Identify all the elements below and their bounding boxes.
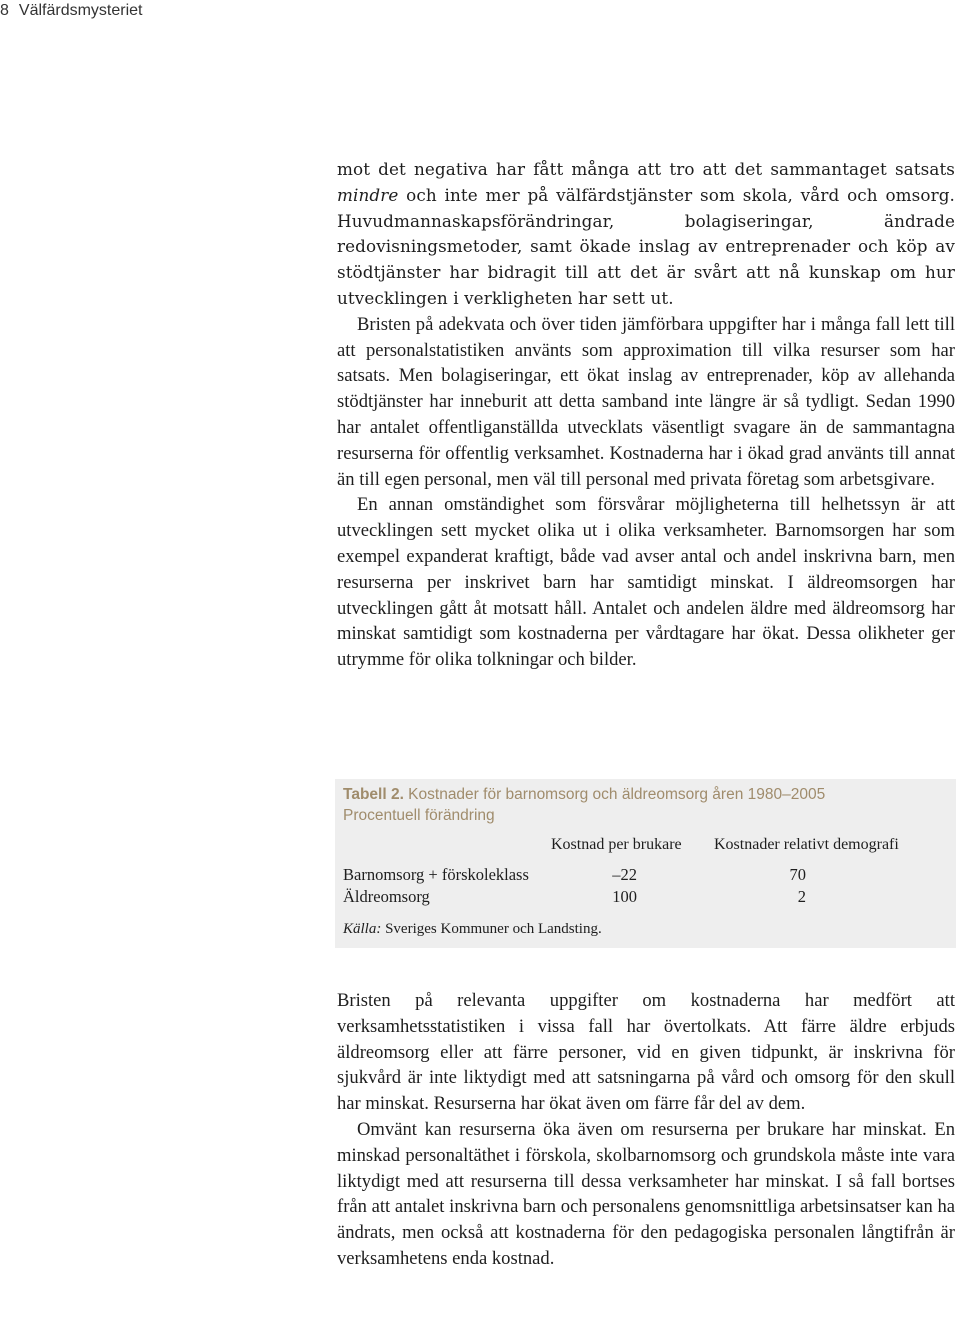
row-label-elderly-care: Äldreomsorg — [343, 887, 430, 906]
running-head — [0, 2, 143, 20]
source-text: Sveriges Kommuner och Landsting. — [381, 921, 602, 937]
row-label-childcare: Barnomsorg + förskoleklass — [343, 865, 529, 884]
paragraph-1-line-2: och inte mer på välfärdstjänster som skola, vård och omsorg. — [398, 184, 955, 205]
paragraph-4: Bristen på relevanta uppgifter om kostnaderna har medfört att verksamhetsstatistiken i vissa fall har övertolkats. Att färre äldre erbjuds äldreomsorg eller att färre personer, vid en given tidpunkt, är inskrivna för sjukvård är inte liktydigt med att satsningarna på vård och omsorg för den skull har minskat. Resurserna har ökat även om färre får del av dem. — [337, 990, 955, 1115]
column-header-cost-relative-demography: Kostnader relativt demografi — [714, 836, 899, 853]
cell-childcare-cost-per-user: –22 — [612, 865, 637, 884]
cost-table — [335, 779, 956, 948]
running-title: Välfärdsmysteriet — [18, 2, 143, 19]
body-text-bottom — [337, 988, 955, 1272]
paragraph-3: En annan omständighet som försvårar möjligheterna till helhetssyn är att utvecklingen sett mycket olika ut i olika verksamheter. Barnomsorgen har som exempel expanderat kraftigt, både vad avser antal och andel inskrivna barn, men resurserna per inskrivet barn har samtidigt minskat. I äldreomsorgen har utvecklingen gått åt motsatt håll. Antalet och andelen äldre med äldreomsorg har minskat samtidigt som kostnaderna per vårdtagare har ökat. Dessa olikheter ger utrymme för olika tolkningar och bilder. — [337, 494, 955, 671]
table-label: Tabell 2. — [343, 786, 404, 803]
source-label: Källa: — [343, 921, 382, 937]
paragraph-1 — [337, 157, 955, 312]
paragraph-1-rest: Huvudmannaskapsförändringar, bolagiseringar, ändrade redovisningsmetoder, samt ökade inslag av entreprenader och köp av stödtjänster har bidragit till att det är svårt att nå kunskap om hur utvecklingen i verkligheten har sett ut. — [337, 210, 955, 308]
table-source — [343, 921, 602, 938]
cell-childcare-cost-relative: 70 — [789, 865, 806, 884]
body-text-top — [337, 157, 955, 673]
table-subtitle: Procentuell förändring — [343, 807, 495, 824]
paragraph-1-line-1: mot det negativa har fått många att tro att det sammantaget satsats — [337, 159, 955, 179]
table-title: Kostnader för barnomsorg och äldreomsorg åren 1980–2005 — [403, 786, 826, 803]
cell-elderly-cost-relative: 2 — [797, 887, 806, 906]
emphasis-mindre: mindre — [337, 184, 399, 205]
page-number: 8 — [0, 2, 9, 19]
column-header-cost-per-user: Kostnad per brukare — [551, 836, 682, 853]
table-caption — [343, 784, 825, 826]
cell-elderly-cost-per-user: 100 — [612, 887, 637, 906]
paragraph-2: Bristen på adekvata och över tiden jämförbara uppgifter har i många fall lett till att personalstatistiken använts som approximation till vilka resurser som har satsats. Men bolagiseringar, ett ökat inslag av entreprenader, köp av allehanda stödtjänster har inneburit att detta samband inte längre är så tydligt. Sedan 1990 har antalet offentliganställda utvecklats väsentligt svagare än de sammantagna resurserna för offentlig verksamhet. Kostnaderna har i ökad grad använts till annat än till egen personal, men väl till personal med privata företag som arbetsgivare. — [337, 313, 955, 490]
paragraph-5: Omvänt kan resurserna öka även om resurserna per brukare har minskat. En minskad personaltäthet i förskola, skolbarnomsorg och grundskola måste inte vara liktydigt med att resurserna till dessa verksamheter har minskat. I så fall bortses från att antalet inskrivna barn och personalens genomsnittliga arbetsinsatser kan ha ändrats, men också att kostnaderna för den pedagogiska personalen långtifrån är verksamhetens enda kostnad. — [337, 1118, 955, 1269]
